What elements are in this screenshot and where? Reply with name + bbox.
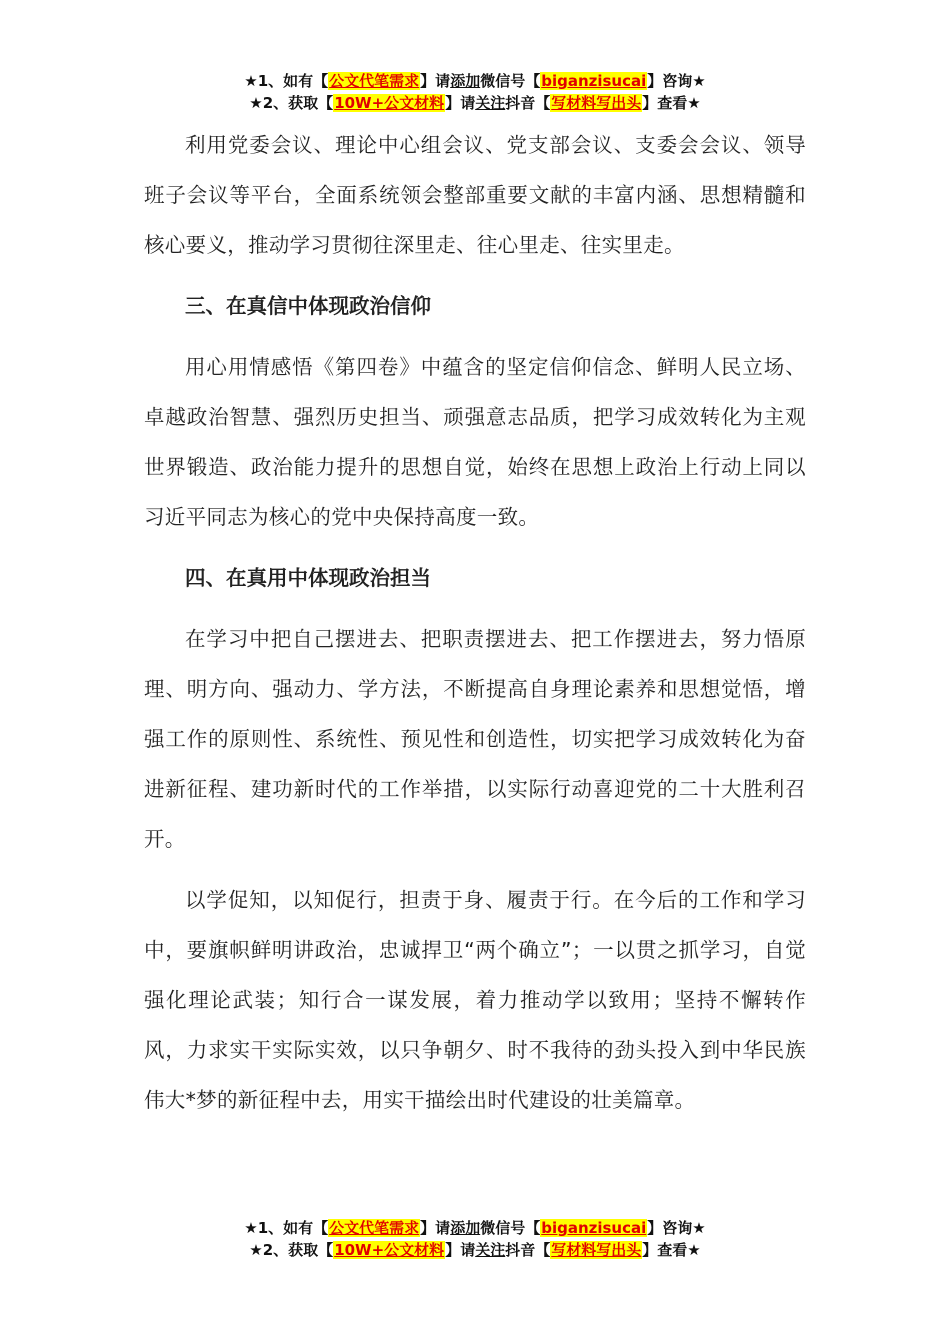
header-banner	[0, 70, 950, 114]
banner-text: 微信号【	[480, 72, 541, 90]
highlight-text: biganzisucai	[541, 72, 647, 90]
footer-banner	[0, 1217, 950, 1261]
banner-text: 】请	[420, 1219, 451, 1237]
section-heading: 四、在真用中体现政治担当	[185, 566, 431, 590]
underlined-text: 添加	[450, 72, 481, 90]
banner-line-2	[0, 1239, 950, 1261]
banner-text: 】请	[420, 72, 451, 90]
section-heading: 三、在真信中体现政治信仰	[185, 294, 431, 318]
highlight-text: 公文代笔需求	[329, 72, 420, 90]
banner-text: 】咨询★	[647, 1219, 706, 1237]
banner-text: 】查看★	[642, 1241, 701, 1259]
highlight-text: 写材料写出头	[551, 94, 642, 112]
highlight-text: 10W+公文材料	[334, 94, 445, 112]
banner-text: ★1、如有【	[244, 1219, 329, 1237]
paragraph: 利用党委会议、理论中心组会议、党支部会议、支委会会议、领导班子会议等平台，全面系统领会整部重要文献的丰富内涵、思想精髓和核心要义，推动学习贯彻往深里走、往心里走、往实里走。	[144, 133, 806, 257]
paragraph: 以学促知，以知促行，担责于身、履责于行。在今后的工作和学习中，要旗帜鲜明讲政治，忠诚捍卫“两个确立”；一以贯之抓学习，自觉强化理论武装；知行合一谋发展，着力推动学以致用；坚持不懈转作风，力求实干实际实效，以只争朝夕、时不我待的劲头投入到中华民族伟大*梦的新征程中去，用实干描绘出时代建设的壮美篇章。	[144, 888, 806, 1112]
banner-text: ★2、获取【	[249, 1241, 334, 1259]
banner-text: 】请	[445, 94, 476, 112]
banner-text: 抖音【	[505, 1241, 551, 1259]
banner-text: 抖音【	[505, 94, 551, 112]
banner-line-1	[0, 70, 950, 92]
banner-text: ★2、获取【	[249, 94, 334, 112]
banner-text: 】查看★	[642, 94, 701, 112]
banner-line-2	[0, 92, 950, 114]
underlined-text: 关注	[475, 94, 506, 112]
banner-text: ★1、如有【	[244, 72, 329, 90]
highlight-text: biganzisucai	[541, 1219, 647, 1237]
banner-line-1	[0, 1217, 950, 1239]
paragraph: 在学习中把自己摆进去、把职责摆进去、把工作摆进去，努力悟原理、明方向、强动力、学方法，不断提高自身理论素养和思想觉悟，增强工作的原则性、系统性、预见性和创造性，切实把学习成效转化为奋进新征程、建功新时代的工作举措，以实际行动喜迎党的二十大胜利召开。	[144, 627, 806, 851]
document-body	[144, 120, 806, 1136]
highlight-text: 写材料写出头	[551, 1241, 642, 1259]
highlight-text: 公文代笔需求	[329, 1219, 420, 1237]
underlined-text: 关注	[475, 1241, 506, 1259]
banner-text: 】请	[445, 1241, 476, 1259]
highlight-text: 10W+公文材料	[334, 1241, 445, 1259]
underlined-text: 添加	[450, 1219, 481, 1237]
banner-text: 】咨询★	[647, 72, 706, 90]
banner-text: 微信号【	[480, 1219, 541, 1237]
paragraph: 用心用情感悟《第四卷》中蕴含的坚定信仰信念、鲜明人民立场、卓越政治智慧、强烈历史担当、顽强意志品质，把学习成效转化为主观世界锻造、政治能力提升的思想自觉，始终在思想上政治上行动上同以习近平同志为核心的党中央保持高度一致。	[144, 355, 806, 529]
